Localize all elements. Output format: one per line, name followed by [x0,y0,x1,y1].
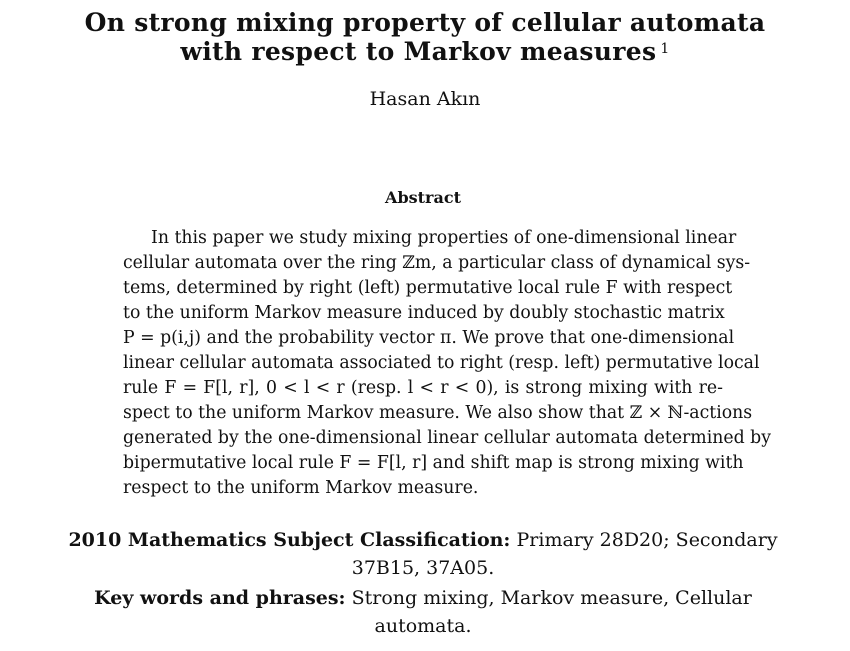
abstract-line: to the uniform Markov measure induced by doubly stochastic matrix [123,303,725,323]
msc-line-1 [0,526,846,554]
abstract-body [123,226,771,501]
msc-text-1: Primary 28D20; Secondary [516,529,778,551]
abstract-line: P = p(i,j) and the probability vector π. We prove that one-dimensional [123,328,735,348]
abstract-heading: Abstract [385,188,461,207]
abstract-line: tems, determined by right (left) permutative local rule F with respect [123,278,733,298]
abstract-line: respect to the uniform Markov measure. [123,478,479,498]
abstract-line: spect to the uniform Markov measure. We also show that ℤ × ℕ-actions [123,403,753,423]
title-line-2 [0,37,850,66]
keywords-line-1 [0,584,846,612]
msc-classification [0,526,846,582]
msc-text-2: 37B15, 37A05. [351,557,495,579]
abstract-line: bipermutative local rule F = F[l, r] and shift map is strong mixing with [123,453,744,473]
paper-title [0,8,850,66]
title-line-1: On strong mixing property of cellular automata [84,8,766,37]
abstract-line: rule F = F[l, r], 0 < l < r (resp. l < r < 0), is strong mixing with re- [123,378,723,398]
msc-label: 2010 Mathematics Subject Classification: [68,529,511,551]
abstract-line: generated by the one-dimensional linear cellular automata determined by [123,428,771,448]
keywords-text-2: automata. [374,615,472,637]
abstract-line: linear cellular automata associated to right (resp. left) permutative local [123,353,760,373]
title-line-2-text: with respect to Markov measures [180,37,657,66]
abstract-line: cellular automata over the ring ℤm, a particular class of dynamical sys- [123,253,751,273]
author-name: Hasan Akın [369,88,481,110]
abstract-line: In this paper we study mixing properties of one-dimensional linear [151,228,737,248]
keywords-label: Key words and phrases: [94,587,346,609]
title-footnote-marker: 1 [660,41,670,57]
keywords-text-1: Strong mixing, Markov measure, Cellular [351,587,752,609]
keywords [0,584,846,640]
